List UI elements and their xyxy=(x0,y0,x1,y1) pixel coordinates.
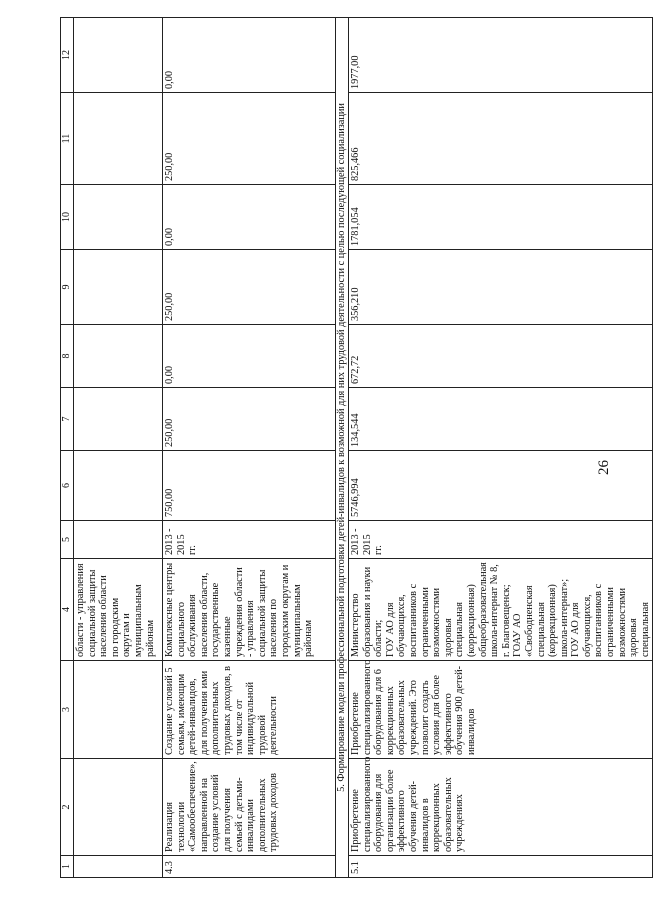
table-cell: 4 xyxy=(61,559,74,661)
table-row xyxy=(163,18,336,878)
table-cell: 0,00 xyxy=(163,325,336,388)
table-cell: 2013 - 2015 гг. xyxy=(163,521,336,559)
table-cell: Приобретение специализированного оборудования для 6 коррекционных образовательных учреждений. Это позволит создать условия для более эффективного обучения 900 детей-инвалидов xyxy=(349,661,653,759)
table-cell: 2013 - 2015 гг. xyxy=(349,521,653,559)
table-cell xyxy=(74,185,163,250)
table-cell xyxy=(74,388,163,451)
plan-table xyxy=(60,17,653,878)
table-cell: 0,00 xyxy=(163,185,336,250)
table-cell: 4.3 xyxy=(163,856,336,878)
table-cell: 6 xyxy=(61,451,74,521)
table-cell: 750,00 xyxy=(163,451,336,521)
table-cell: 825,466 xyxy=(349,93,653,185)
table-cell: 250,00 xyxy=(163,93,336,185)
table-cell: 3 xyxy=(61,661,74,759)
table-cell xyxy=(74,661,163,759)
table-cell: Министерство образования и науки области; ГОУ АО для обучающихся, воспитанников с ограниченными возможностями здоровья специальная (коррекционная) общеобразовательная школа-интернат № 8, г. Благовещенск; ГОАУ АО «Свободненская специальная (коррекционная) школа-интернат»; ГОУ АО для обучающихся, воспитанников с ограниченными возможностями здоровья специальная xyxy=(349,559,653,661)
table-cell xyxy=(74,451,163,521)
table-row xyxy=(74,18,163,878)
table-cell: 8 xyxy=(61,325,74,388)
page-number: 26 xyxy=(596,460,612,475)
table-cell: 250,00 xyxy=(163,250,336,325)
table-cell: Реализация технологии «Самообеспечение», направленной на создание условий для получения семьей с детьми-инвалидами дополнительных трудовых доходов xyxy=(163,759,336,856)
table-cell xyxy=(74,250,163,325)
table-cell: 9 xyxy=(61,250,74,325)
table-row xyxy=(349,18,653,878)
table-cell: 2 xyxy=(61,759,74,856)
table-cell: 10 xyxy=(61,185,74,250)
table-cell: 11 xyxy=(61,93,74,185)
table-cell: области - управления социальной защиты населения области по городским округам и муниципальным районам xyxy=(74,559,163,661)
section-heading-row xyxy=(336,18,349,878)
table-cell: 5.1 xyxy=(349,856,653,878)
table-cell xyxy=(74,325,163,388)
table-cell: Комплексные центры социального обслуживания населения области, государственные казенные учреждения области - управления социальной защиты населения по городским округам и муниципальным районам xyxy=(163,559,336,661)
table-cell xyxy=(74,521,163,559)
table-cell: 250,00 xyxy=(163,388,336,451)
table-cell: 0,00 xyxy=(163,18,336,93)
table-cell: 7 xyxy=(61,388,74,451)
table-cell: 5746,994 xyxy=(349,451,653,521)
table-header-row xyxy=(61,18,74,878)
table-cell xyxy=(74,18,163,93)
table-cell: 672,72 xyxy=(349,325,653,388)
table-cell: 356,210 xyxy=(349,250,653,325)
table-cell: 1781,054 xyxy=(349,185,653,250)
table-cell: 12 xyxy=(61,18,74,93)
table-cell xyxy=(74,93,163,185)
table-cell: Приобретение специализированного оборудования для организации более эффективного обучения детей-инвалидов в коррекционных образовательных учреждениях xyxy=(349,759,653,856)
table-body xyxy=(61,18,653,878)
table-cell xyxy=(74,759,163,856)
table-cell: 5 xyxy=(61,521,74,559)
table-cell: 1 xyxy=(61,856,74,878)
table-cell: 1977,00 xyxy=(349,18,653,93)
table-cell xyxy=(74,856,163,878)
table-cell: Создание условий 5 семьям, имеющим детей-инвалидов, для получения ими дополнительных трудовых доходов, в том числе от индивидуальной трудовой деятельности xyxy=(163,661,336,759)
section-title: 5. Формирование модели профессиональной подготовки детей-инвалидов к возможной для них трудовой деятельности с целью последующей социализации xyxy=(336,18,349,878)
table-cell: 134,544 xyxy=(349,388,653,451)
